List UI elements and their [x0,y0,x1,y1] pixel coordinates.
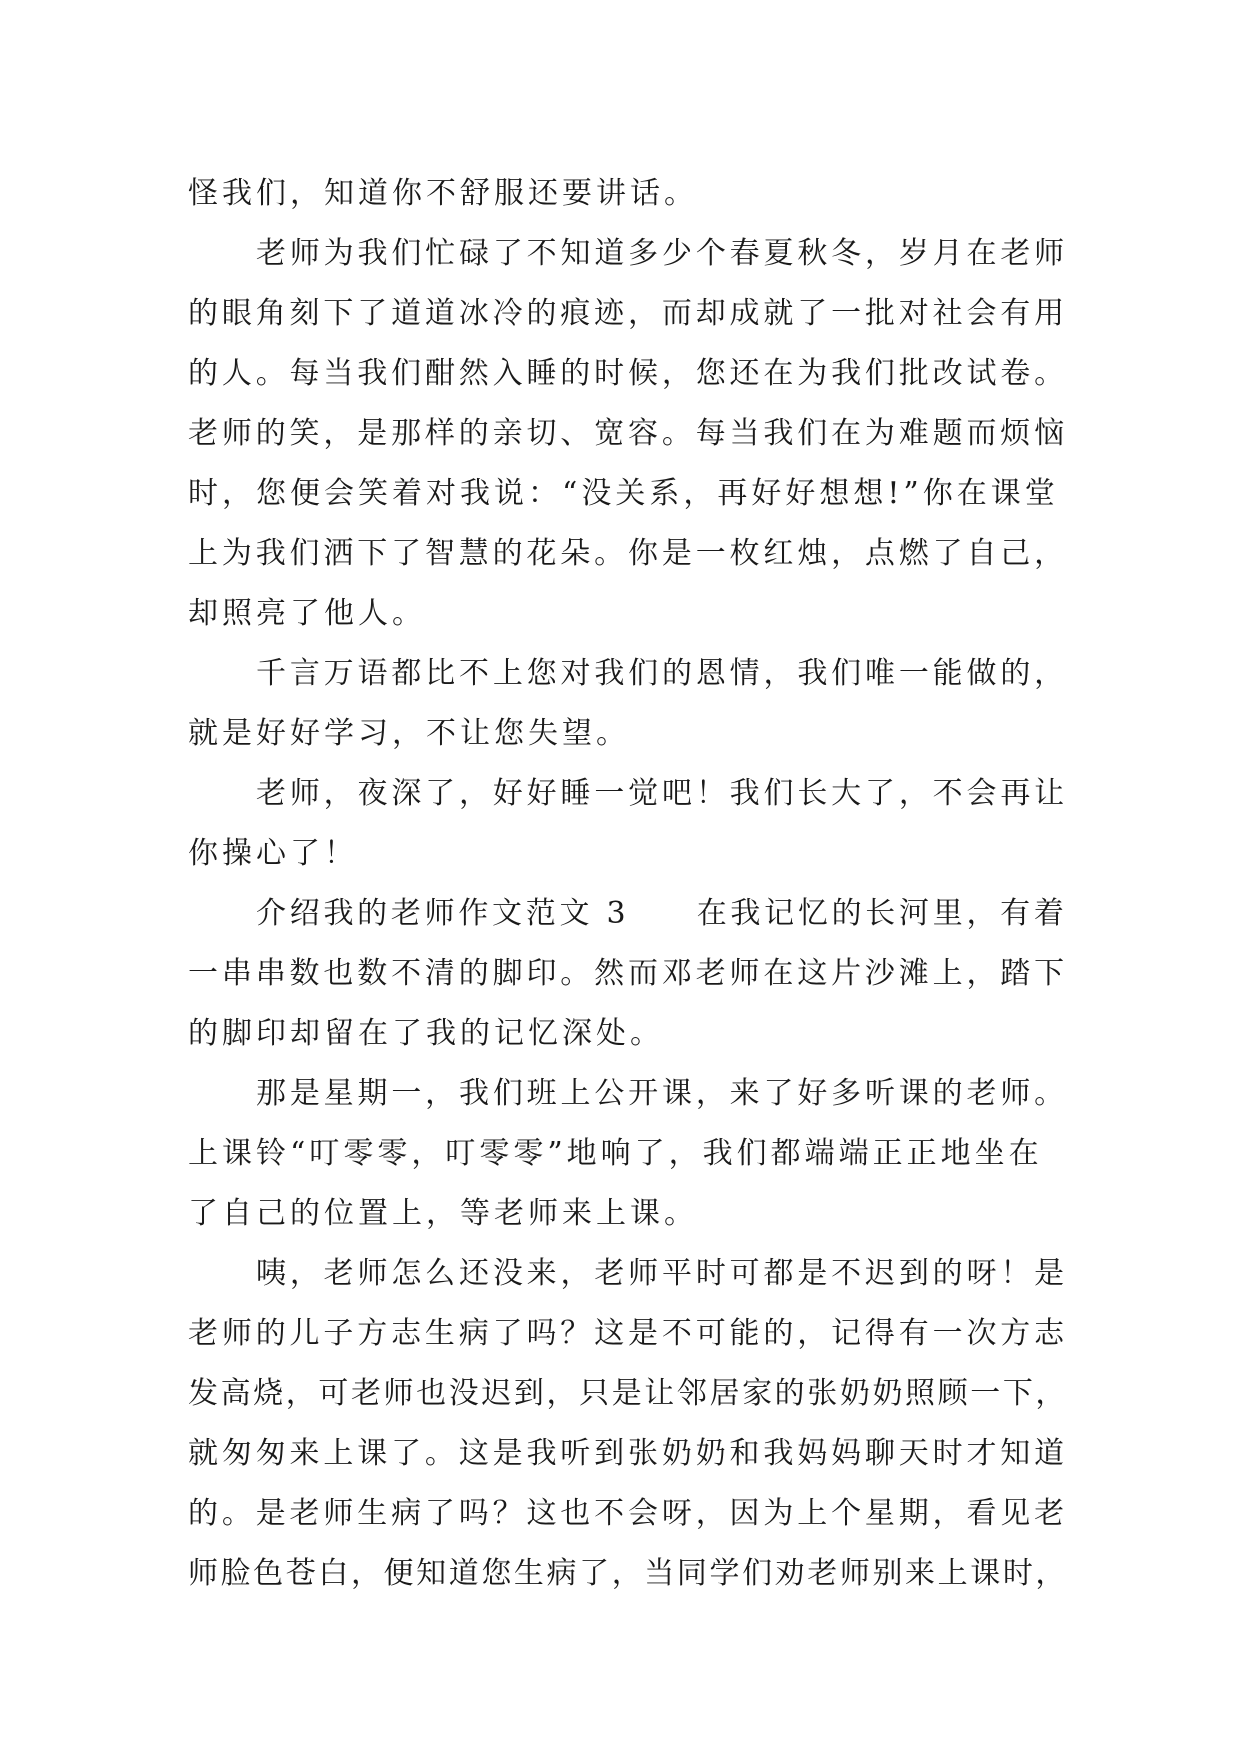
text-line: 上课铃“叮零零，叮零零”地响了，我们都端端正正地坐在 [188,1136,1043,1171]
text-line: 的。是老师生病了吗？这也不会呀，因为上个星期，看见老 [188,1496,1068,1531]
text-line: 发高烧，可老师也没迟到，只是让邻居家的张奶奶照顾一下， [188,1376,1068,1411]
text-line: 的眼角刻下了道道冰冷的痕迹，而却成就了一批对社会有用 [188,296,1068,331]
text-line: 千言万语都比不上您对我们的恩情，我们唯一能做的， [256,656,1068,691]
text-line: 的人。每当我们酣然入睡的时候，您还在为我们批改试卷。 [188,356,1068,391]
text-line: 老师，夜深了，好好睡一觉吧！我们长大了，不会再让 [256,776,1068,811]
text-line: 老师的儿子方志生病了吗？这是不可能的，记得有一次方志 [188,1316,1068,1351]
text-line: 就是好好学习，不让您失望。 [188,716,630,751]
text-line: 时，您便会笑着对我说：“没关系，再好好想想!”你在课堂 [188,476,1059,511]
text-line: 上为我们洒下了智慧的花朵。你是一枚红烛，点燃了自己， [188,536,1068,571]
text-line: 一串串数也数不清的脚印。然而邓老师在这片沙滩上，踏下 [188,956,1068,991]
body-text [188,164,1068,1604]
text-line: 师脸色苍白，便知道您生病了，当同学们劝老师别来上课时， [188,1556,1068,1591]
text-line: 就匆匆来上课了。这是我听到张奶奶和我妈妈聊天时才知道 [188,1436,1068,1471]
text-line: 你操心了！ [188,836,358,871]
text-line: 老师的笑，是那样的亲切、宽容。每当我们在为难题而烦恼 [188,416,1068,451]
text-line: 的脚印却留在了我的记忆深处。 [188,1016,664,1051]
text-line: 怪我们，知道你不舒服还要讲话。 [188,176,698,211]
text-line: 那是星期一，我们班上公开课，来了好多听课的老师。 [256,1076,1068,1111]
text-line: 咦，老师怎么还没来，老师平时可都是不迟到的呀！是 [256,1256,1068,1291]
text-line: 却照亮了他人。 [188,596,426,631]
text-line: 介绍我的老师作文范文 3 在我记忆的长河里，有着 [256,896,1068,931]
text-line: 老师为我们忙碌了不知道多少个春夏秋冬，岁月在老师 [256,236,1068,271]
text-line: 了自己的位置上，等老师来上课。 [188,1196,698,1231]
